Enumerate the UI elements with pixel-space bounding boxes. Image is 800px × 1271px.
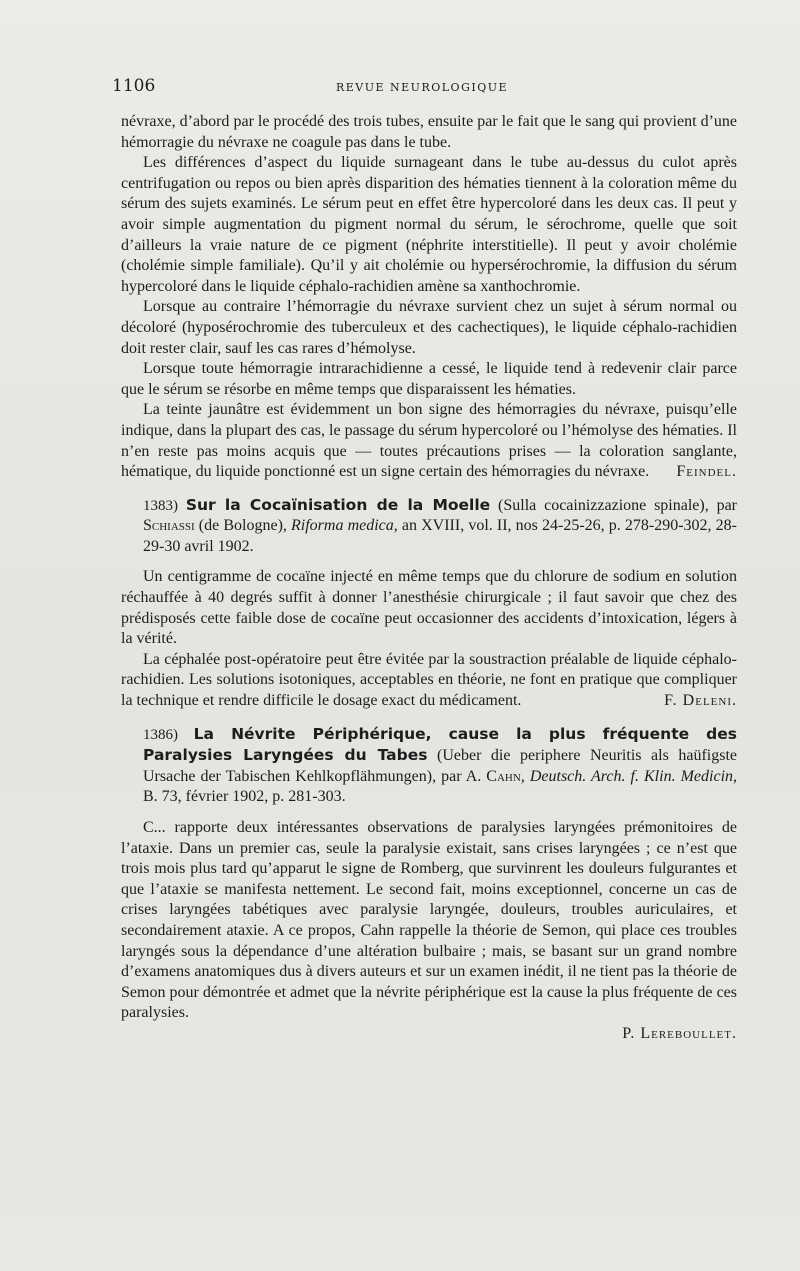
entry-heading [121, 724, 737, 808]
signature: Feindel. [676, 463, 737, 481]
original-title: (Ueber die periphere Neuritis als haüfigste Ursache der Tabischen Kehlkopflähmungen), par A. [143, 747, 737, 785]
page-number: 1106 [112, 76, 156, 96]
review-entry-1386 [121, 724, 737, 1045]
entry-number: 1386) [143, 726, 178, 743]
entry-title: La Névrite Périphérique, cause la plus fréquente des Paralysies Laryngées du Tabes [143, 724, 738, 765]
signature: F. Deleni. [664, 692, 737, 710]
signature: P. Lereboullet. [622, 1024, 737, 1042]
citation: , B. 73, février 1902, p. 281-303. [143, 767, 738, 806]
paragraph: Un centigramme de cocaïne injecté en même temps que du chlorure de sodium en solution réchauffée à 40 degrés suffit à donner l’anesthésie chirurgicale ; il faut savoir que chez des prédisposés cette faible dose de cocaïne peut occasionner des accidents d’intoxication, légers à la vérité. [121, 568, 737, 648]
original-title: (Sulla cocainizzazione spinale), par [490, 496, 738, 514]
paragraph [121, 650, 737, 712]
entry-abstract [121, 567, 737, 711]
page-body [121, 112, 737, 1045]
paragraph: Lorsque toute hémorragie intrarachidienne a cessé, le liquide tend à redevenir clair parce que le sérum se résorbe en même temps que disparaissent les hématies. [121, 360, 737, 398]
paragraph: C... rapporte deux intéressantes observations de paralysies laryngées prémonitoires de l’ataxie. Dans un premier cas, seule la paralysie existait, sans crises laryngées ; ce n’est que trois mois plus tard qu’apparut le signe de Romberg, que survinrent les douleurs fulgurantes et que l’ataxie se manifesta nettement. Le second fait, moins exceptionnel, concerne un cas de crises laryngées tabétiques avec paralysie laryngée, douleurs, troubles auriculaires, et secondairement ataxie. A ce propos, Cahn rappelle la théorie de Semon, qui place ces troubles laryngés sous la dépendance d’une altération bulbaire ; mais, se basant sur un grand nombre d’examens anatomiques dus à divers auteurs et sur un examen inédit, il ne tient pas la théorie de Semon pour démontrée et admet que la névrite périphérique est la cause la plus fréquente de ces paralysies. [121, 819, 737, 1022]
paragraph [121, 400, 737, 482]
entry-heading [121, 495, 737, 558]
running-title: REVUE NEUROLOGIQUE [335, 81, 509, 94]
entry-abstract [121, 818, 737, 1045]
entry-title: Sur la Cocaïnisation de la Moelle [185, 495, 491, 514]
separator: , [520, 767, 530, 785]
author-place: (de Bologne), [194, 517, 292, 535]
entry-number: 1383) [143, 497, 178, 514]
journal-name: Riforma medica [291, 517, 394, 535]
page-header [112, 76, 732, 98]
paragraph: Les différences d’aspect du liquide surnageant dans le tube au-dessus du culot après centrifugation ou repos ou bien après disparition des hématies tiennent à la coloration même du sérum des sujets examinés. Le sérum peut en effet être hypercoloré dans les deux cas. Il peut y avoir simple augmentation du pigment normal du sérum, le sérochrome, quelle que soit d’ailleurs la vraie nature de ce pigment (néphrite interstitielle). Il peut y avoir cholémie (cholémie simple familiale). Qu’il y ait cholémie ou hypersérochromie, la diffusion du sérum hypercoloré dans le liquide céphalo-rachidien amène sa xanthochromie. [121, 154, 737, 295]
paragraph-text: La céphalée post-opératoire peut être évitée par la soustraction préalable de liquide céphalo-rachidien. Les solutions isotoniques, acceptables en théorie, ne font en pratique que compliquer la technique et rendre difficile le dosage exact du médicament. [121, 650, 737, 710]
author-name: Cahn [486, 767, 521, 785]
paragraph: Lorsque au contraire l’hémorragie du névraxe survient chez un sujet à sérum normal ou décoloré (hyposérochromie des tuberculeux et des cachectiques), le liquide céphalo-rachidien doit rester clair, sauf les cas rares d’hémolyse. [121, 298, 737, 357]
author-name: Schiassi [143, 517, 195, 535]
review-entry-1383 [121, 495, 737, 712]
citation: , an XVIII, vol. II, nos 24-25-26, p. 278-290-302, 28-29-30 avril 1902. [143, 517, 737, 555]
paragraph: névraxe, d’abord par le procédé des trois tubes, ensuite par le fait que le sang qui provient d’une hémorragie du névraxe ne coagule pas dans le tube. [121, 113, 737, 151]
journal-name: Deutsch. Arch. f. Klin. Medicin [529, 767, 734, 785]
paragraph-text: La teinte jaunâtre est évidemment un bon signe des hémorragies du névraxe, puisqu’elle indique, dans la plupart des cas, le passage du sérum hypercoloré ou l’hémolyse des hématies. Il n’en reste pas moins acquis que — toutes précautions prises — la coloration sanglante, hématique, du liquide ponctionné est un signe certain des hémorragies du névraxe. [121, 401, 737, 481]
